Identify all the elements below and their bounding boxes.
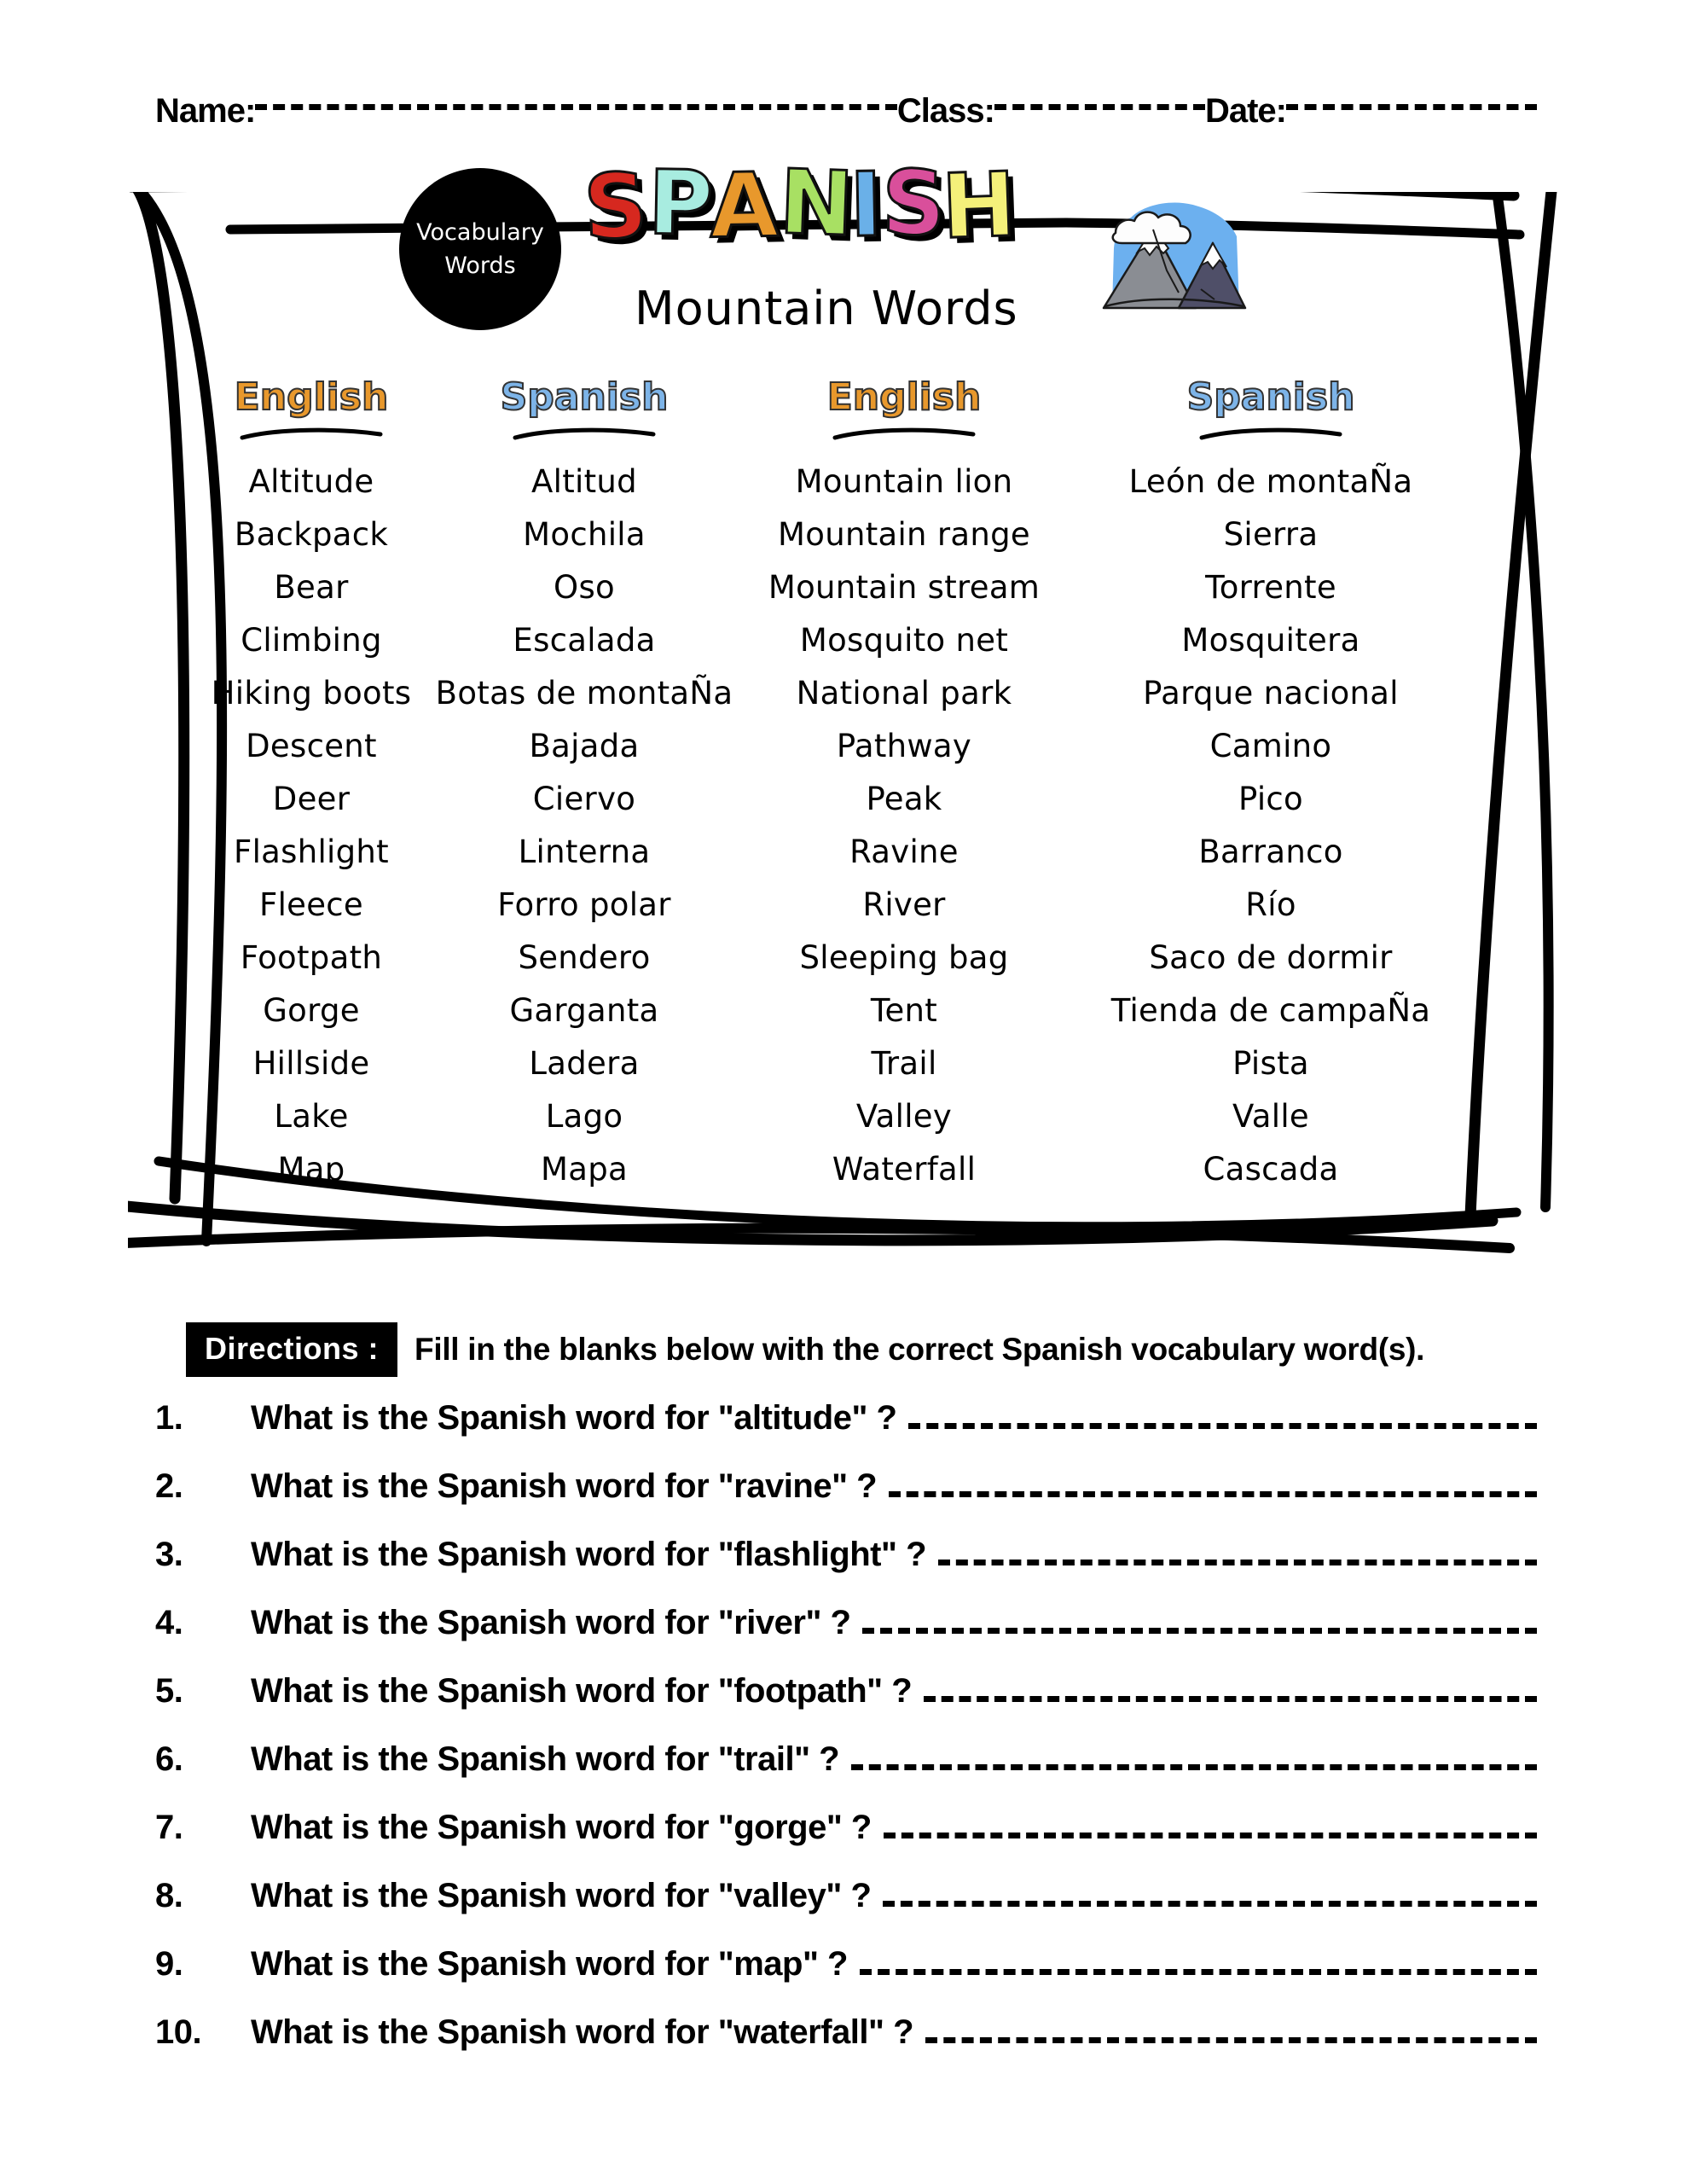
- title-letter-2: P: [646, 150, 713, 256]
- word-cell: Pista: [1232, 1044, 1309, 1082]
- directions-row: [186, 1322, 1516, 1377]
- word-cell: Río: [1245, 886, 1296, 923]
- directions-badge: Directions :: [186, 1322, 397, 1377]
- word-cell: Waterfall: [832, 1150, 977, 1188]
- column-header-spanish-1: [426, 375, 742, 441]
- table-row: [196, 719, 1475, 772]
- word-cell: Tienda de campaÑa: [1110, 991, 1431, 1029]
- table-row: [196, 1037, 1475, 1089]
- underline-squiggle: [239, 426, 384, 441]
- word-cell: León de montaÑa: [1128, 462, 1413, 500]
- question-row: [155, 1672, 1537, 1740]
- word-cell: Cascada: [1203, 1150, 1339, 1188]
- word-cell: Lake: [274, 1097, 349, 1135]
- answer-blank[interactable]: [924, 1696, 1537, 1702]
- word-cell: Forro polar: [497, 886, 671, 923]
- word-cell: Valley: [855, 1097, 953, 1135]
- title-letter-1: S: [582, 153, 648, 260]
- vocab-badge-line1: Vocabulary: [416, 218, 544, 246]
- title-letter-5: I: [848, 152, 882, 258]
- question-row: [155, 1536, 1537, 1604]
- question-text: What is the Spanish word for "map" ?: [251, 1945, 848, 1983]
- word-cell: Saco de dormir: [1149, 938, 1393, 976]
- page-title: [582, 149, 1017, 260]
- word-cell: Botas de montaÑa: [435, 674, 733, 712]
- date-label: Date:: [1204, 91, 1286, 130]
- word-cell: Fleece: [259, 886, 363, 923]
- table-row: [196, 984, 1475, 1037]
- word-cell: Camino: [1209, 727, 1332, 764]
- title-letter-6: S: [881, 150, 946, 256]
- question-text: What is the Spanish word for "valley" ?: [251, 1877, 872, 1914]
- question-row: [155, 2013, 1537, 2082]
- question-number: 3.: [155, 1536, 183, 1573]
- answer-blank[interactable]: [925, 2037, 1537, 2043]
- word-cell: Climbing: [241, 621, 382, 659]
- word-cell: Valle: [1232, 1097, 1309, 1135]
- question-number: 6.: [155, 1740, 183, 1778]
- word-cell: Mountain stream: [768, 568, 1041, 606]
- answer-blank[interactable]: [862, 1628, 1537, 1634]
- word-cell: Linterna: [518, 833, 651, 870]
- word-cell: Mapa: [541, 1150, 628, 1188]
- question-text: What is the Spanish word for "trail" ?: [251, 1740, 840, 1778]
- word-cell: Trail: [871, 1044, 937, 1082]
- word-cell: Pathway: [836, 727, 972, 764]
- date-blank[interactable]: [1286, 104, 1537, 110]
- word-cell: Barranco: [1198, 833, 1343, 870]
- table-row: [196, 508, 1475, 561]
- word-cell: Mountain lion: [795, 462, 1013, 500]
- question-text: What is the Spanish word for "footpath" ?: [251, 1672, 913, 1710]
- column-header-spanish-2: [1066, 375, 1475, 441]
- answer-blank[interactable]: [860, 1969, 1537, 1975]
- word-cell: Ravine: [849, 833, 959, 870]
- word-cell: Pico: [1238, 780, 1303, 817]
- word-cell: Sendero: [518, 938, 651, 976]
- answer-blank[interactable]: [938, 1560, 1537, 1565]
- word-cell: Sleeping bag: [799, 938, 1009, 976]
- title-letter-3: A: [709, 153, 778, 258]
- column-header-english-1: [196, 375, 426, 441]
- word-cell: Ladera: [529, 1044, 640, 1082]
- word-cell: Altitude: [248, 462, 374, 500]
- question-number: 1.: [155, 1399, 183, 1437]
- name-label: Name:: [155, 91, 256, 130]
- question-row: [155, 1399, 1537, 1467]
- question-row: [155, 1604, 1537, 1672]
- student-info-header: [155, 85, 1537, 136]
- word-cell: Footpath: [240, 938, 383, 976]
- table-row: [196, 825, 1475, 878]
- question-number: 7.: [155, 1809, 183, 1846]
- table-row: [196, 613, 1475, 666]
- class-blank[interactable]: [994, 104, 1205, 110]
- word-cell: Lago: [545, 1097, 623, 1135]
- table-row: [196, 666, 1475, 719]
- table-row: [196, 772, 1475, 825]
- word-cell: Sierra: [1223, 515, 1319, 553]
- question-text: What is the Spanish word for "ravine" ?: [251, 1467, 878, 1505]
- word-cell: Hiking boots: [211, 674, 412, 712]
- question-text: What is the Spanish word for "waterfall" ?: [251, 2013, 914, 2051]
- answer-blank[interactable]: [908, 1423, 1537, 1429]
- word-cell: Descent: [246, 727, 377, 764]
- vocabulary-table: [196, 375, 1475, 1195]
- question-number: 10.: [155, 2013, 202, 2051]
- word-cell: Escalada: [513, 621, 656, 659]
- directions-text: Fill in the blanks below with the correct Spanish vocabulary word(s).: [415, 1332, 1425, 1367]
- question-number: 9.: [155, 1945, 183, 1983]
- word-cell: Mochila: [523, 515, 646, 553]
- answer-blank[interactable]: [889, 1491, 1537, 1497]
- question-text: What is the Spanish word for "altitude" ?: [251, 1399, 897, 1437]
- word-cell: Gorge: [263, 991, 360, 1029]
- table-row: [196, 455, 1475, 508]
- question-text: What is the Spanish word for "river" ?: [251, 1604, 851, 1641]
- word-cell: National park: [796, 674, 1012, 712]
- word-cell: Tent: [870, 991, 938, 1029]
- column-header-label: Spanish: [1186, 375, 1355, 419]
- question-number: 4.: [155, 1604, 183, 1641]
- name-blank[interactable]: [255, 104, 897, 110]
- question-text: What is the Spanish word for "gorge" ?: [251, 1809, 872, 1846]
- word-cell: Peak: [866, 780, 942, 817]
- table-row: [196, 931, 1475, 984]
- word-cell: Mountain range: [778, 515, 1030, 553]
- answer-blank[interactable]: [884, 1833, 1537, 1838]
- question-text: What is the Spanish word for "flashlight" ?: [251, 1536, 926, 1573]
- table-row: [196, 878, 1475, 931]
- word-cell: Hillside: [252, 1044, 370, 1082]
- answer-blank[interactable]: [851, 1764, 1537, 1770]
- word-cell: Parque nacional: [1143, 674, 1399, 712]
- word-cell: Altitud: [531, 462, 637, 500]
- underline-squiggle: [512, 426, 657, 441]
- class-label: Class:: [896, 91, 994, 130]
- question-row: [155, 1877, 1537, 1945]
- word-cell: Deer: [272, 780, 351, 817]
- word-cell: Mosquitera: [1181, 621, 1360, 659]
- page-subtitle: Mountain Words: [635, 282, 1018, 335]
- question-row: [155, 1809, 1537, 1877]
- table-row: [196, 1089, 1475, 1142]
- word-cell: Oso: [554, 568, 615, 606]
- answer-blank[interactable]: [883, 1901, 1537, 1907]
- questions-list: [155, 1399, 1537, 2082]
- title-letter-4: N: [777, 149, 854, 257]
- word-cell: Map: [277, 1150, 345, 1188]
- word-cell: Bear: [274, 568, 349, 606]
- table-row: [196, 1142, 1475, 1195]
- word-cell: Flashlight: [234, 833, 389, 870]
- question-row: [155, 1467, 1537, 1536]
- word-cell: Mosquito net: [799, 621, 1009, 659]
- title-letter-7: H: [940, 152, 1017, 259]
- word-cell: Ciervo: [532, 780, 636, 817]
- column-header-english-2: [742, 375, 1066, 441]
- word-cell: Garganta: [509, 991, 659, 1029]
- column-header-label: English: [826, 375, 982, 419]
- word-cell: Torrente: [1205, 568, 1336, 606]
- question-row: [155, 1945, 1537, 2013]
- underline-squiggle: [1198, 426, 1343, 441]
- column-header-label: English: [234, 375, 389, 419]
- question-number: 5.: [155, 1672, 183, 1710]
- table-row: [196, 561, 1475, 613]
- question-number: 2.: [155, 1467, 183, 1505]
- vocabulary-words-badge: [399, 168, 561, 330]
- vocabulary-rows: [196, 455, 1475, 1195]
- word-cell: River: [862, 886, 946, 923]
- mountain-icon: [1100, 199, 1249, 318]
- question-row: [155, 1740, 1537, 1809]
- word-cell: Backpack: [234, 515, 389, 553]
- question-number: 8.: [155, 1877, 183, 1914]
- vocab-badge-line2: Words: [444, 253, 516, 279]
- column-header-label: Spanish: [500, 375, 669, 419]
- word-cell: Bajada: [529, 727, 640, 764]
- underline-squiggle: [832, 426, 977, 441]
- table-header-row: [196, 375, 1475, 441]
